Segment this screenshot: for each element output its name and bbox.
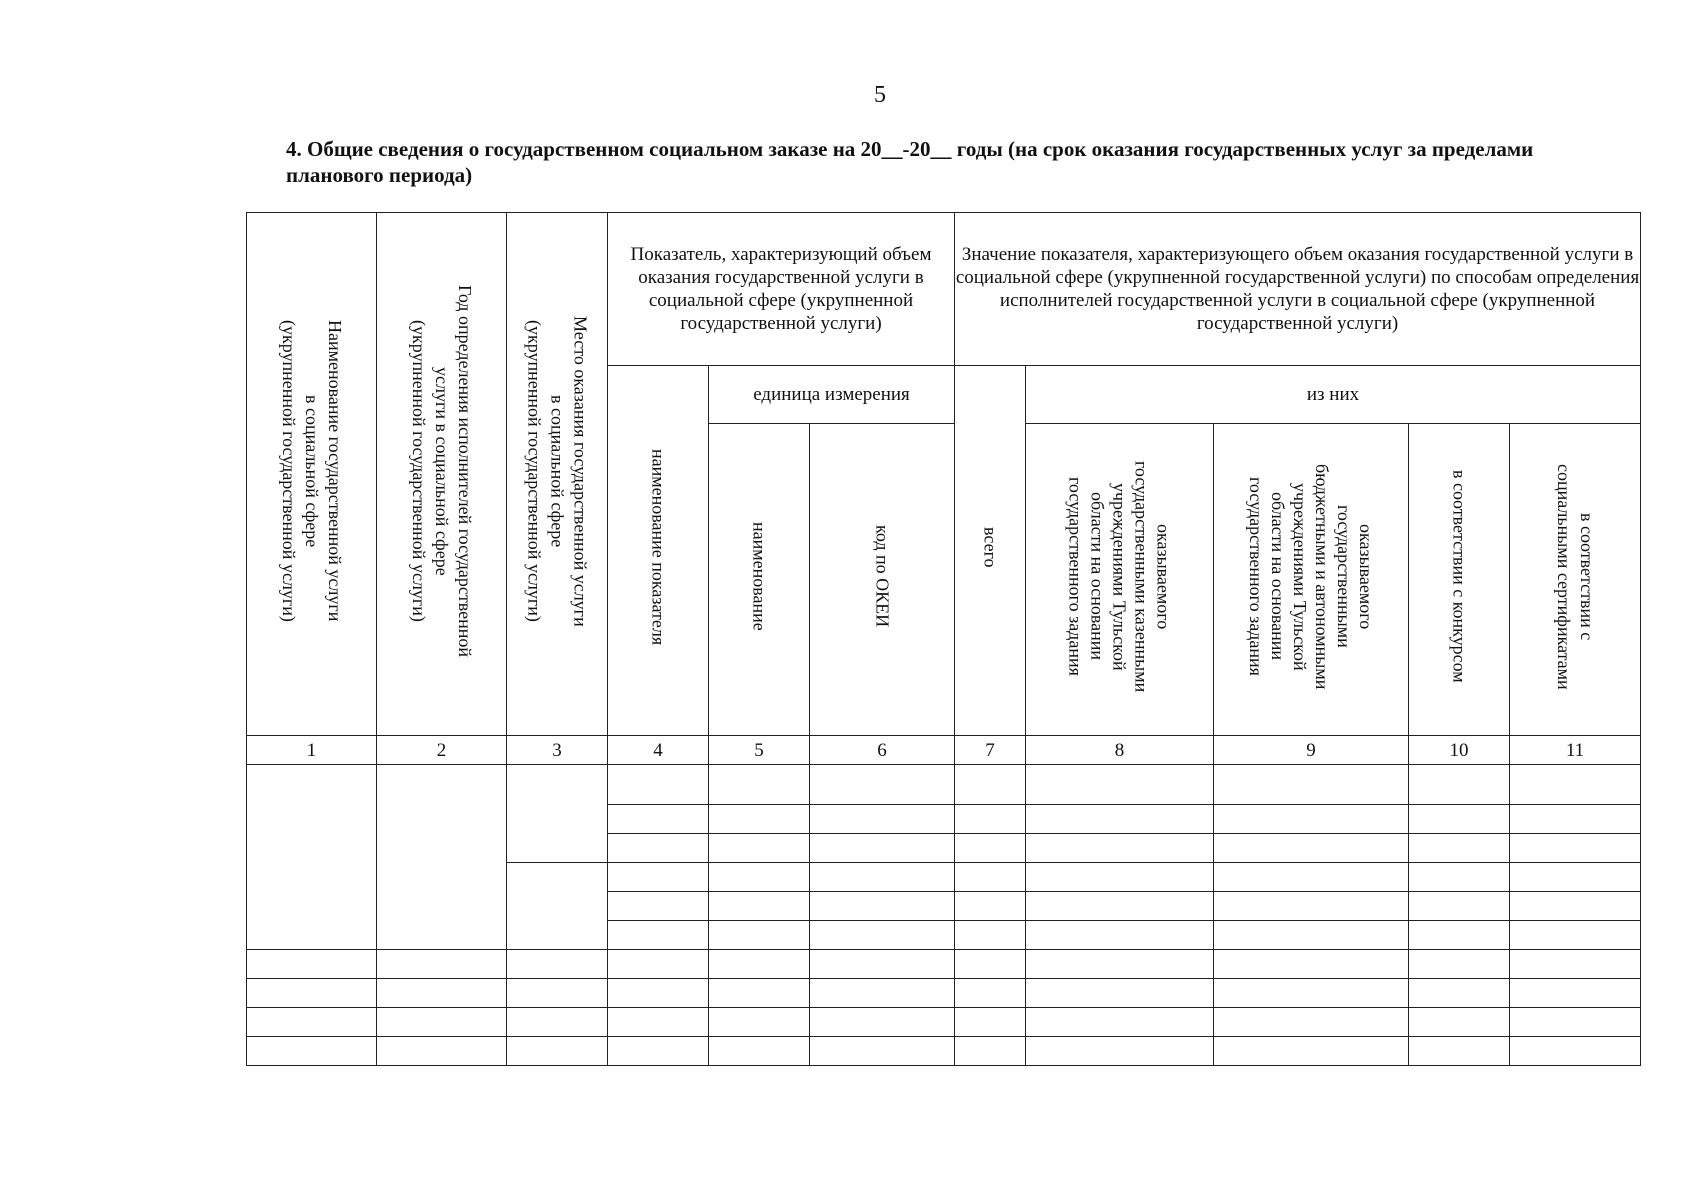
table-cell <box>955 1037 1026 1066</box>
table-cell <box>955 834 1026 863</box>
header-state-institutions-label: оказываемого государственными казенными учреждениями Тульской области на основании государственного задания <box>1065 460 1174 693</box>
header-contest-label: в соответствии с конкурсом <box>1449 470 1470 683</box>
table-cell <box>810 892 955 921</box>
table-cell <box>1026 950 1214 979</box>
header-contest <box>1409 424 1510 736</box>
table-cell <box>1409 921 1510 950</box>
header-indicator-name-label: наименование показателя <box>648 449 669 646</box>
table-cell <box>955 950 1026 979</box>
header-total <box>955 366 1026 736</box>
table-cell <box>247 950 377 979</box>
table-cell <box>608 892 709 921</box>
column-number: 4 <box>608 736 709 765</box>
table-cell <box>507 950 608 979</box>
table-cell <box>709 1037 810 1066</box>
table-cell <box>608 765 709 805</box>
table-cell <box>1409 979 1510 1008</box>
table-cell <box>507 1008 608 1037</box>
table-cell <box>709 979 810 1008</box>
table-cell <box>709 863 810 892</box>
table-cell <box>1409 834 1510 863</box>
social-order-table <box>246 212 1641 1066</box>
table-cell <box>377 1008 507 1037</box>
column-number: 8 <box>1026 736 1214 765</box>
table-cell <box>1026 892 1214 921</box>
header-unit-okei-label: код по ОКЕИ <box>872 525 893 628</box>
table-cell <box>507 1037 608 1066</box>
table-cell <box>608 979 709 1008</box>
column-number: 6 <box>810 736 955 765</box>
table-cell <box>608 805 709 834</box>
table-cell <box>810 950 955 979</box>
table-cell <box>1026 805 1214 834</box>
table-cell <box>955 979 1026 1008</box>
column-number-row <box>247 736 1641 765</box>
table-cell <box>810 765 955 805</box>
header-service-name-label: Наименование государственной услуги в социальной сфере (укрупненной государственной услуги) <box>279 320 345 622</box>
table-cell <box>247 1037 377 1066</box>
table-cell <box>955 921 1026 950</box>
table-row <box>247 1008 1641 1037</box>
table-cell <box>1214 863 1409 892</box>
table-cell <box>1026 979 1214 1008</box>
table-cell <box>1510 892 1641 921</box>
table-cell <box>1409 805 1510 834</box>
section-heading: 4. Общие сведения о государственном социальном заказе на 20__-20__ годы (на срок оказания государственных услуг за пределами планового периода) <box>286 137 1534 187</box>
header-unit-name-label: наименование <box>749 522 770 631</box>
table-cell <box>1214 1037 1409 1066</box>
header-year-label: Год определения исполнителей государственной услуги в социальной сфере (укрупненной государственной услуги) <box>409 284 475 658</box>
header-certificates <box>1510 424 1641 736</box>
table-cell <box>1214 979 1409 1008</box>
table-cell <box>709 892 810 921</box>
table-cell <box>955 805 1026 834</box>
table-cell <box>1510 1008 1641 1037</box>
table-cell <box>1409 1037 1510 1066</box>
table-cell <box>810 863 955 892</box>
table-row <box>247 950 1641 979</box>
column-number: 1 <box>247 736 377 765</box>
table-cell <box>955 863 1026 892</box>
table-row <box>247 765 1641 805</box>
table-row <box>247 1037 1641 1066</box>
table-cell <box>1214 834 1409 863</box>
header-unit-okei <box>810 424 955 736</box>
column-number: 5 <box>709 736 810 765</box>
table-cell <box>608 921 709 950</box>
table-cell <box>608 834 709 863</box>
header-place <box>507 213 608 736</box>
header-total-label: всего <box>980 527 1001 568</box>
header-indicator-group: Показатель, характеризующий объем оказания государственной услуги в социальной сфере (укрупненной государственной услуги) <box>608 213 955 366</box>
table-cell <box>1214 921 1409 950</box>
table-cell <box>1026 863 1214 892</box>
table-cell <box>507 979 608 1008</box>
table-cell <box>955 765 1026 805</box>
table-cell <box>1026 1037 1214 1066</box>
header-place-label: Место оказания государственной услуги в социальной сфере (укрупненной государственной услуги) <box>524 315 591 627</box>
column-number: 11 <box>1510 736 1641 765</box>
table-cell <box>1510 863 1641 892</box>
table-cell <box>1214 1008 1409 1037</box>
table-cell <box>1214 765 1409 805</box>
table-cell <box>377 1037 507 1066</box>
table-cell <box>1510 834 1641 863</box>
table-cell <box>608 1008 709 1037</box>
table-cell <box>247 765 377 950</box>
header-value-group: Значение показателя, характеризующего объем оказания государственной услуги в социальной сфере (укрупненной государственной услуги) по способам определения исполнителей государственной услуги в социальной сфере (укрупненной государственной услуги) <box>955 213 1641 366</box>
header-year <box>377 213 507 736</box>
header-row-1 <box>247 213 1641 366</box>
table-cell <box>810 1037 955 1066</box>
column-number: 10 <box>1409 736 1510 765</box>
table-cell <box>1214 950 1409 979</box>
table-cell <box>247 1008 377 1037</box>
header-unit-name <box>709 424 810 736</box>
table-cell <box>709 1008 810 1037</box>
table-cell <box>1510 765 1641 805</box>
table-cell <box>247 979 377 1008</box>
table-cell <box>955 892 1026 921</box>
table-cell <box>608 863 709 892</box>
table-cell <box>507 863 608 950</box>
page-number: 5 <box>874 82 886 108</box>
table-cell <box>1510 805 1641 834</box>
table-cell <box>810 979 955 1008</box>
table-cell <box>955 1008 1026 1037</box>
table-cell <box>1026 1008 1214 1037</box>
table-cell <box>507 765 608 863</box>
table-cell <box>709 805 810 834</box>
table-cell <box>810 834 955 863</box>
table-cell <box>1409 1008 1510 1037</box>
header-certificates-label: в соответствии с социальными сертификатами <box>1554 463 1598 690</box>
table-cell <box>608 950 709 979</box>
table-cell <box>1510 921 1641 950</box>
table-cell <box>810 805 955 834</box>
table-row <box>247 979 1641 1008</box>
table-cell <box>1409 892 1510 921</box>
table-cell <box>377 950 507 979</box>
table-cell <box>1214 892 1409 921</box>
header-budget-institutions-label: оказываемого государственными бюджетными и автономными учреждениями Тульской области на основании государственного задания <box>1246 463 1377 690</box>
table-cell <box>810 1008 955 1037</box>
table-cell <box>709 950 810 979</box>
column-number: 2 <box>377 736 507 765</box>
table-cell <box>1026 834 1214 863</box>
table-cell <box>1409 863 1510 892</box>
header-indicator-name <box>608 366 709 736</box>
table-cell <box>810 921 955 950</box>
header-of-them: из них <box>1026 366 1641 424</box>
table-cell <box>709 765 810 805</box>
header-state-institutions <box>1026 424 1214 736</box>
table-cell <box>608 1037 709 1066</box>
table-cell <box>1214 805 1409 834</box>
table-cell <box>377 765 507 950</box>
table-cell <box>709 921 810 950</box>
header-service-name <box>247 213 377 736</box>
header-budget-institutions <box>1214 424 1409 736</box>
table-cell <box>1409 765 1510 805</box>
column-number: 3 <box>507 736 608 765</box>
header-unit-group: единица измерения <box>709 366 955 424</box>
table-cell <box>709 834 810 863</box>
table-cell <box>1026 765 1214 805</box>
table-cell <box>1026 921 1214 950</box>
table-cell <box>1409 950 1510 979</box>
column-number: 9 <box>1214 736 1409 765</box>
table-cell <box>377 979 507 1008</box>
column-number: 7 <box>955 736 1026 765</box>
table-cell <box>1510 950 1641 979</box>
table-cell <box>1510 979 1641 1008</box>
table-cell <box>1510 1037 1641 1066</box>
